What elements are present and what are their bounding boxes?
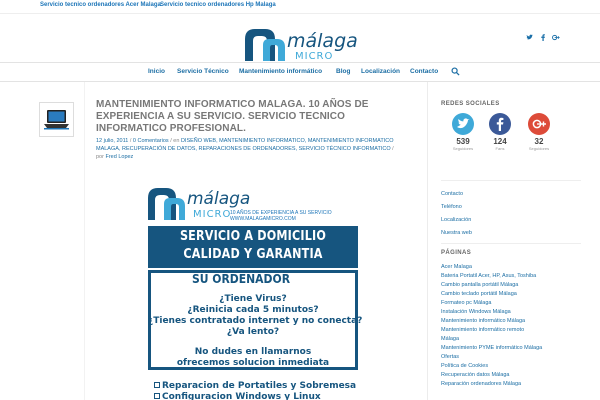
facebook-icon	[489, 113, 511, 135]
nav-item-inicio[interactable]: Inicio	[148, 68, 165, 75]
checkbox-icon	[154, 393, 160, 399]
google-plus-icon[interactable]	[552, 34, 560, 43]
sidebar-divider-line	[441, 180, 581, 181]
sidebar-link-localizacion[interactable]: Localización	[441, 217, 472, 223]
sidebar-google-plus-counter[interactable]	[527, 113, 551, 151]
sidebar-heading-social: REDES SOCIALES	[441, 101, 500, 107]
laptop-icon	[40, 103, 73, 136]
flyer-logo-subtext: MICRO	[193, 209, 232, 220]
flyer-question-3: ¿Tienes contratado internet y no conecta?	[148, 316, 363, 326]
sidebar-heading-pages: PÁGINAS	[441, 250, 472, 256]
twitter-icon	[452, 113, 474, 135]
google-plus-label: Seguidores	[528, 146, 550, 151]
site-logo[interactable]	[243, 23, 361, 63]
sidebar-divider-line	[441, 243, 581, 244]
facebook-count: 124	[493, 137, 507, 146]
post-categories[interactable]: DISEÑO WEB, MANTENIMIENTO INFORMATICO, MANTENIMIENTO INFORMATICO MALAGA, RECUPERACIÓN DE DATOS, REPARACIONES DE ORDENADORES, SERVICIO TÉCNICO INFORMATICO	[96, 138, 394, 152]
flyer-bullet-2: Configuracion Windows y Linux	[154, 392, 321, 400]
sidebar-link-contacto[interactable]: Contacto	[441, 191, 464, 197]
sidebar-twitter-counter[interactable]	[451, 113, 475, 151]
sidebar-link-telefono[interactable]: Teléfono	[441, 204, 462, 210]
post-thumbnail[interactable]	[39, 102, 74, 137]
post-by-label: por	[96, 154, 104, 160]
checkbox-icon	[154, 382, 160, 388]
sidebar-page-link[interactable]: Mantenimiento informático remoto	[441, 327, 525, 333]
search-icon[interactable]	[451, 67, 460, 76]
logo-m-mark	[245, 29, 285, 61]
sidebar-page-link[interactable]: Instalación Windows Málaga	[441, 309, 511, 315]
flyer-tagline: 10 AÑOS DE EXPERIENCIA A SU SERVICIO	[230, 210, 332, 216]
sidebar-divider	[427, 82, 428, 400]
post-title[interactable]: MANTENIMIENTO INFORMATICO MALAGA. 10 AÑOS DE EXPERIENCIA A SU SERVICIO. SERVICIO TECNICO INFORMATICO PROFESIONAL.	[96, 99, 369, 134]
flyer-question-4: ¿Va lento?	[226, 327, 280, 337]
header	[0, 14, 600, 63]
flyer-cta-2: ofrecemos solucion inmediata	[176, 358, 330, 368]
nav-item-localizacion[interactable]: Localización	[361, 68, 401, 75]
sidebar-link-nuestra-web[interactable]: Nuestra web	[441, 230, 472, 236]
flyer-question-1: ¿Tiene Virus?	[219, 294, 287, 304]
sidebar-facebook-counter[interactable]	[488, 113, 512, 151]
sidebar-page-link[interactable]: Cambio teclado portátil Málaga	[441, 291, 517, 297]
flyer-url: WWW.MALAGAMICRO.COM	[230, 216, 296, 222]
post-author[interactable]: Fred Lopez	[105, 154, 134, 160]
post-date: 12 julio, 2011	[96, 138, 129, 144]
sidebar-page-link[interactable]: Política de Cookies	[441, 363, 489, 369]
flyer-question-2: ¿Reinicia cada 5 minutos?	[187, 305, 319, 315]
main-nav	[0, 63, 600, 82]
post-meta: 12 julio, 2011 / 0 Comentarios / en DISEÑO WEB, MANTENIMIENTO INFORMATICO, MANTENIMIENTO INFORMATICO MALAGA, RECUPERACIÓN DE DATOS, REPARACIONES DE ORDENADORES, SERVICIO TÉCNICO INFORMATICO / por Fred Lopez	[96, 138, 394, 160]
flyer-cta-1: No dudes en llamarnos	[194, 347, 312, 357]
sidebar-page-link[interactable]: Cambio pantalla portátil Málaga	[441, 282, 519, 288]
sidebar-page-link[interactable]: Mantenimiento informático Málaga	[441, 318, 526, 324]
nav-item-blog[interactable]: Blog	[336, 68, 351, 75]
top-link-acer[interactable]: Servicio tecnico ordenadores Acer Malaga	[40, 2, 161, 8]
twitter-icon[interactable]	[526, 34, 533, 43]
facebook-label: Fans	[495, 146, 505, 151]
nav-item-mantenimiento[interactable]: Mantenimiento informático	[239, 68, 323, 75]
google-plus-count: 32	[534, 137, 544, 146]
promo-flyer-image	[146, 180, 362, 400]
sidebar-page-link[interactable]: Málaga	[441, 336, 460, 342]
facebook-icon[interactable]	[540, 34, 546, 43]
sidebar-page-link[interactable]: Bateria Portatil Acer, HP, Asus, Toshiba	[441, 273, 537, 279]
sidebar-page-link[interactable]: Mantenimiento PYME informático Málaga	[441, 345, 543, 351]
nav-item-contacto[interactable]: Contacto	[410, 68, 439, 75]
post-in-label: en	[173, 138, 180, 144]
flyer-banner-line1: SERVICIO A DOMICILIO	[179, 229, 327, 244]
flyer-banner	[148, 226, 358, 268]
logo-subtext: MICRO	[295, 51, 334, 62]
google-plus-icon	[528, 113, 550, 135]
twitter-count: 539	[456, 137, 470, 146]
post-comments-link[interactable]: 0 Comentarios	[132, 138, 169, 144]
flyer-banner-line2: CALIDAD Y GARANTIA	[183, 247, 323, 262]
sidebar-page-link[interactable]: Reparación ordenadores Málaga	[441, 381, 522, 387]
sidebar-page-link[interactable]: Ofertas	[441, 354, 460, 360]
flyer-box-title: SU ORDENADOR	[192, 272, 291, 286]
sidebar-page-link[interactable]: Recuperación datos Málaga	[441, 372, 510, 378]
flyer-logo-text: málaga	[187, 189, 251, 209]
nav-item-servicio-tecnico[interactable]: Servicio Técnico	[177, 68, 229, 75]
sidebar-page-link[interactable]: Acer Malaga	[441, 264, 472, 270]
left-column-divider	[84, 82, 85, 400]
twitter-label: Seguidores	[452, 146, 474, 151]
top-link-hp[interactable]: Servicio tecnico ordenadores Hp Malaga	[160, 2, 276, 8]
flyer-bullet-1: Reparacion de Portatiles y Sobremesa	[154, 381, 356, 391]
top-bar	[0, 0, 600, 14]
sidebar-page-link[interactable]: Formateo pc Málaga	[441, 300, 492, 306]
logo-text: málaga	[287, 30, 358, 52]
